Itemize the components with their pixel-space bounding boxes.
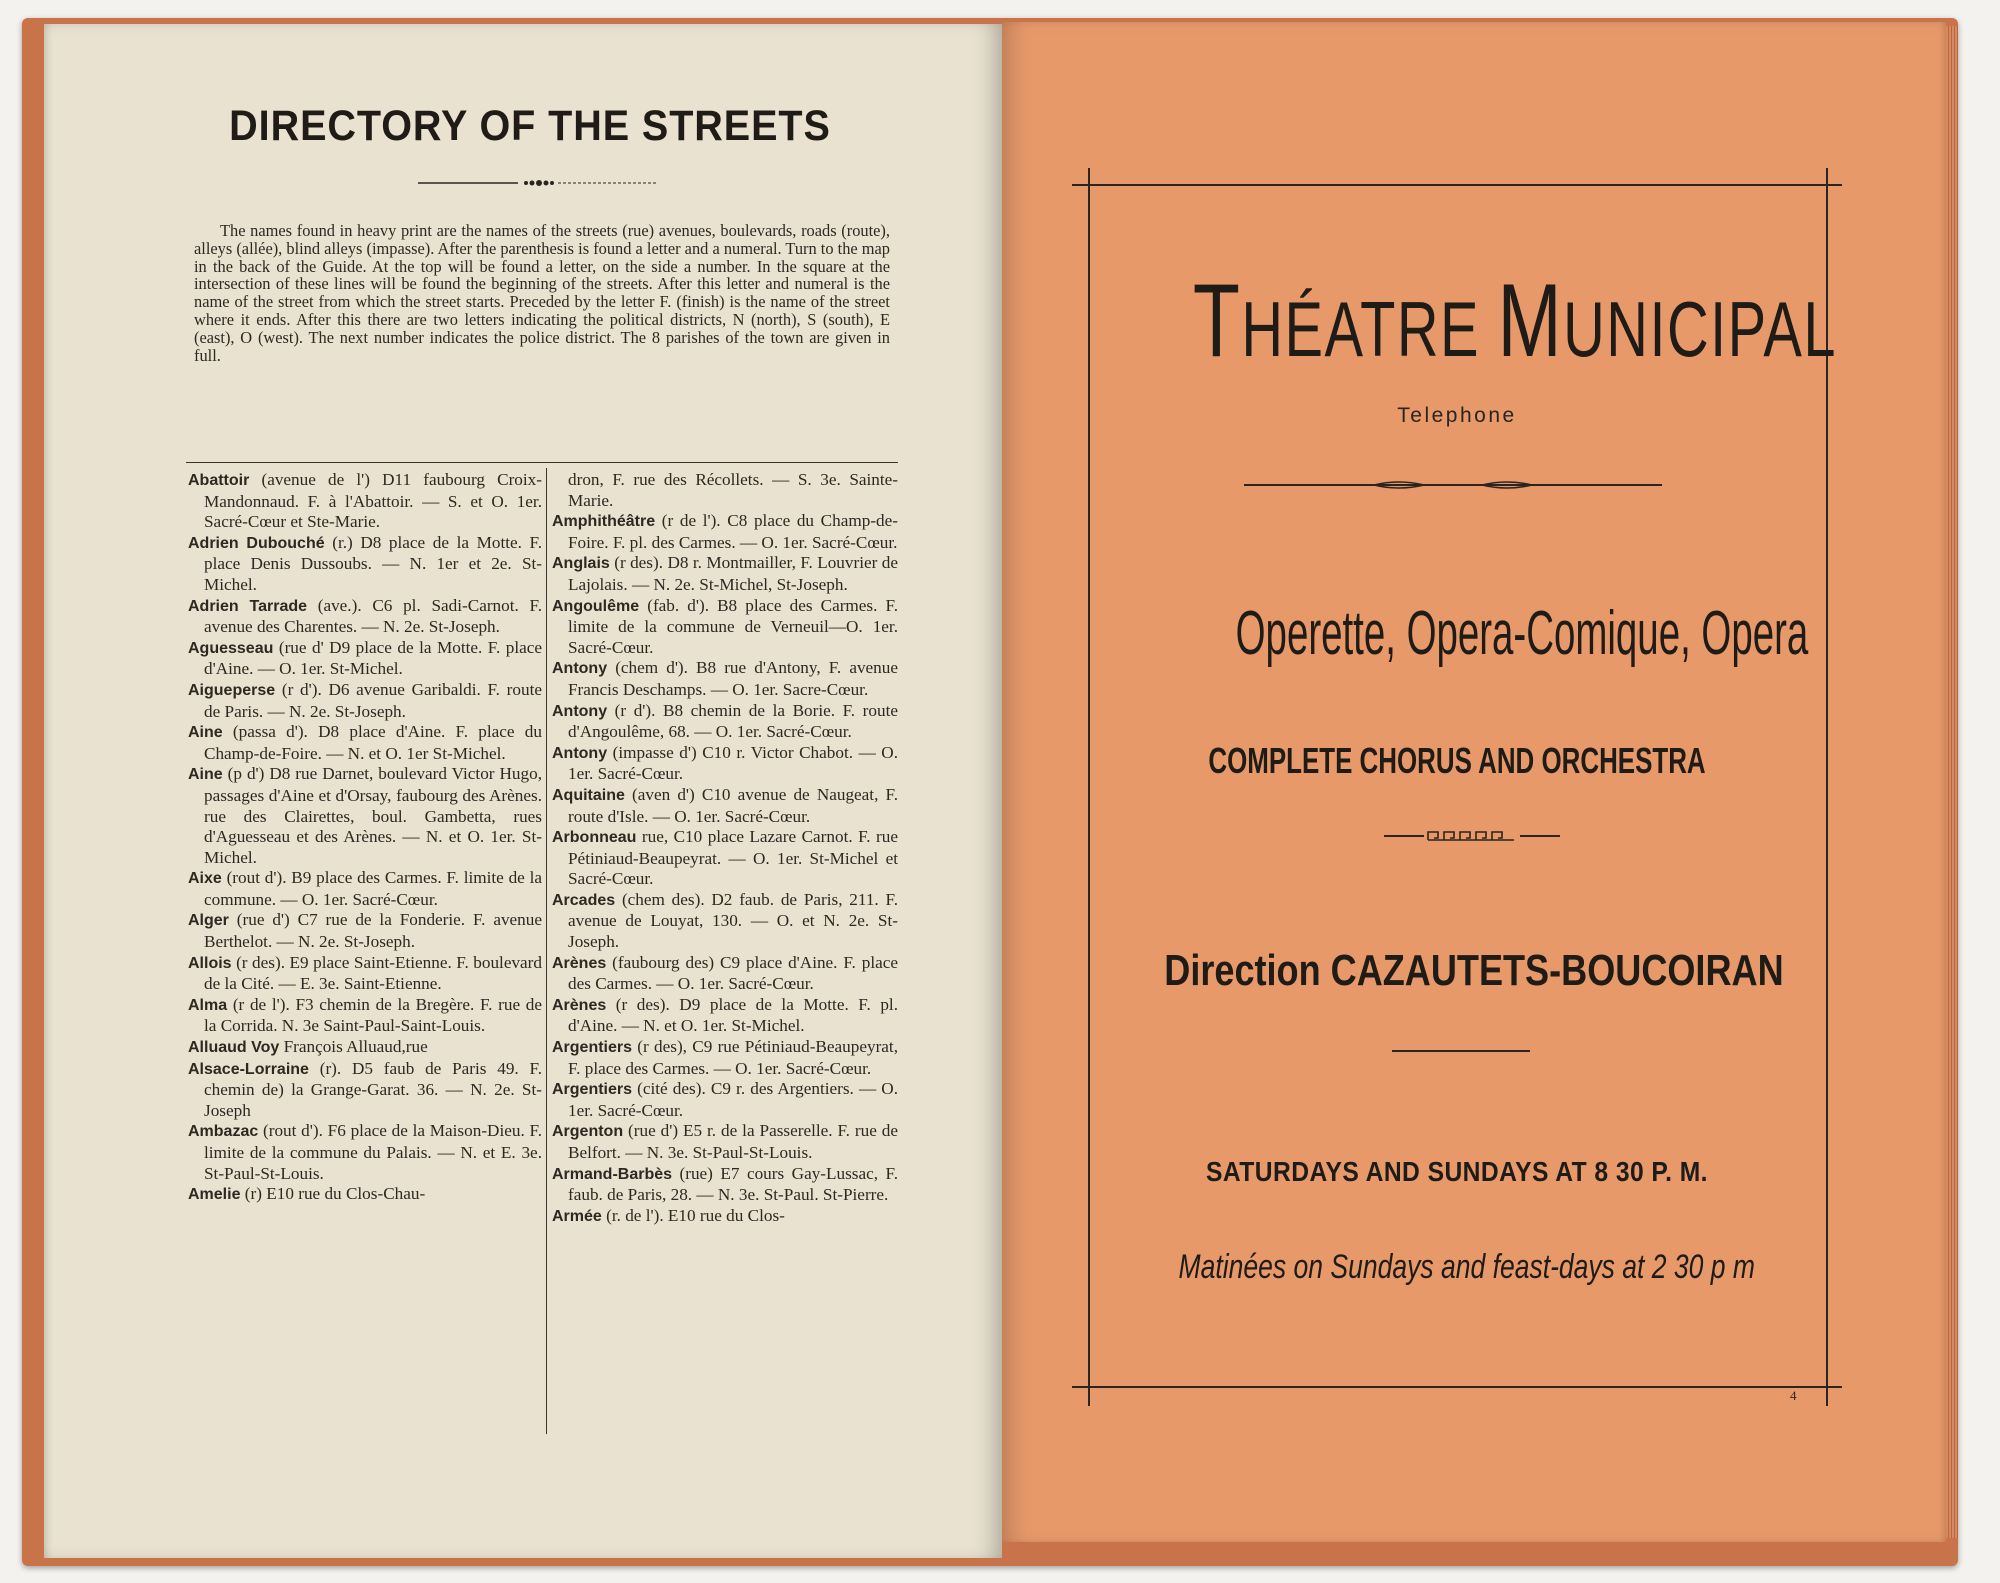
street-name: Allois (188, 954, 232, 972)
frame-border-bottom (1072, 1386, 1842, 1388)
column-divider (546, 468, 547, 1434)
street-details: (cité des). C9 r. des Argentiers. — O. 1er. Sacré-Cœur. (568, 1079, 898, 1120)
street-name: Antony (552, 744, 608, 762)
direction-heading: Direction CAZAUTETS-BOUCOIRAN (1164, 946, 1784, 995)
street-name: Armée (552, 1207, 602, 1225)
street-name: Aigueperse (188, 681, 276, 699)
street-entry (188, 596, 542, 638)
street-details: (chem d'). B8 rue d'Antony, F. avenue Francis Deschamps. — O. 1er. Sacre-Cœur. (568, 658, 898, 699)
street-name: Alluaud Voy (188, 1039, 280, 1057)
street-name: Adrien Tarrade (188, 597, 308, 615)
street-entry (552, 658, 898, 700)
street-name: Aquitaine (552, 786, 625, 804)
street-details: (r de l'). F3 chemin de la Bregère. F. rue de la Corrida. N. 3e Saint-Paul-Saint-Louis. (204, 994, 542, 1036)
directory-intro: The names found in heavy print are the names of the streets (rue) avenues, boulevards, roads (route), alleys (allée), blind alleys (impasse). After the parenthesis is found a letter and a numeral. Turn to the map in the back of the Guide. At the top will be found a letter, on the side a number. In the square at the intersection of these lines will be found the beginning of the streets. After this letter and numeral is the name of the street from which the street starts. Preceded by the letter F. (finish) is the name of the street where it ends. After this there are two letters indicating the political districts, N (north), S (south), E (east), O (west). The next number indicates the police district. The 8 parishes of the town are given in full. (194, 221, 890, 365)
street-name: Adrien Dubouché (188, 534, 325, 552)
street-entry (188, 680, 542, 722)
street-details: (r des). E9 place Saint-Etienne. F. boulevard de la Cité. — E. 3e. Saint-Etienne. (204, 952, 542, 994)
street-entry (552, 1164, 898, 1206)
street-entry (188, 764, 542, 868)
street-entry (552, 785, 898, 827)
street-details: (r d'). B8 chemin de la Borie. F. route d'Angoulême, 68. — O. 1er. Sacré-Cœur. (568, 700, 898, 742)
street-details: (r des), C9 rue Pétiniaud-Beaupeyrat, F. place des Carmes. — O. 1er. Sacré-Cœur. (568, 1037, 898, 1078)
street-details: (r). D5 faub de Paris 49. F. chemin de) la Grange-Garat. 36. — N. 2e. St-Joseph (204, 1058, 542, 1120)
street-name: Anglais (552, 555, 610, 573)
street-name: Aine (188, 724, 223, 742)
street-details: (chem des). D2 faub. de Paris, 211. F. avenue de Louyat, 130. — O. et N. 2e. St-Joseph. (568, 889, 898, 952)
greek-key-ornament (1384, 828, 1560, 844)
street-details: (rue d') C7 rue de la Fonderie. F. avenue Berthelot. — N. 2e. St-Joseph. (204, 910, 542, 952)
chorus-heading: COMPLETE CHORUS AND ORCHESTRA (1208, 740, 1706, 781)
street-entry (552, 1037, 898, 1079)
street-entry (552, 890, 898, 953)
street-entry (188, 910, 542, 952)
street-details: (rue d') E5 r. de la Passerelle. F. rue de Belfort. — N. 3e. St-Paul-St-Louis. (568, 1121, 898, 1162)
street-name: Amelie (188, 1186, 241, 1204)
street-details: (fab. d'). B8 place des Carmes. F. limite de la commune de Verneuil—O. 1er. Sacré-Cœur. (568, 595, 898, 657)
ornament-rule (1244, 478, 1662, 492)
street-name: Abattoir (188, 472, 250, 489)
street-details: (r des). D9 place de la Motte. F. pl. d'Aine. — N. et O. 1er. St-Michel. (568, 994, 898, 1036)
street-details: (r d'). D6 avenue Garibaldi. F. route de Paris. — N. 2e. St-Joseph. (204, 679, 542, 721)
street-entry (188, 1184, 542, 1206)
street-name: Aine (188, 766, 223, 784)
short-rule (1392, 1050, 1530, 1052)
street-entry (552, 953, 898, 995)
page-edges (1946, 26, 1958, 1538)
street-details: (rout d'). F6 place de la Maison-Dieu. F. limite de la commune du Palais. — N. et E. 3e. St-Paul-St-Louis. (204, 1121, 542, 1183)
theatre-title: THÉATRE MUNICIPAL (1192, 263, 1837, 379)
street-entry (552, 511, 898, 553)
street-details: (rue d' D9 place de la Motte. F. place d'Aine. — O. 1er. St-Michel. (204, 637, 542, 679)
street-details: (r) E10 rue du Clos-Chau- (240, 1184, 426, 1204)
street-entry (188, 722, 542, 764)
street-details: (r des). D8 r. Montmailler, F. Louvrier de Lajolais. — N. 2e. St-Michel, St-Joseph. (568, 553, 898, 594)
entry-continuation: dron, F. rue des Récollets. — S. 3e. Sainte-Marie. (568, 470, 898, 510)
street-name: Argentiers (552, 1039, 633, 1057)
street-entry (552, 701, 898, 743)
street-entry (552, 1079, 898, 1121)
matinees-text: Matinées on Sundays and feast-days at 2 30 p m (1178, 1248, 1755, 1286)
street-name: Antony (552, 660, 608, 678)
schedule-text: SATURDAYS AND SUNDAYS AT 8 30 P. M. (1206, 1156, 1708, 1187)
street-name: Alma (188, 996, 228, 1014)
street-name: Amphithéâtre (552, 513, 656, 531)
street-name: Arènes (552, 996, 607, 1014)
street-details: François Alluaud,rue (279, 1037, 428, 1057)
title-ornament (418, 178, 658, 188)
street-column-left (188, 470, 542, 1206)
page-number: 4 (1790, 1388, 1797, 1403)
street-column-right (552, 470, 898, 1227)
street-entry (188, 638, 542, 680)
street-details: rue, C10 place Lazare Carnot. F. rue Pétiniaud-Beaupeyrat. — O. 1er. St-Michel et Sacré-Cœur. (568, 827, 898, 889)
street-entry (188, 533, 542, 596)
street-entry (552, 743, 898, 785)
street-name: Alsace-Lorraine (188, 1060, 309, 1078)
street-name: Argentiers (552, 1081, 633, 1099)
street-entry (552, 1121, 898, 1163)
telephone-label: Telephone (1397, 404, 1517, 427)
street-details: (r. de l'). E10 rue du Clos- (601, 1205, 785, 1225)
street-details: (impasse d') C10 r. Victor Chabot. — O. 1er. Sacré-Cœur. (568, 742, 898, 784)
street-entry (552, 553, 898, 595)
street-name: Arcades (552, 891, 616, 909)
street-details: (rue) E7 cours Gay-Lussac, F. faub. de Paris, 28. — N. 3e. St-Paul. St-Pierre. (568, 1163, 898, 1205)
right-page (1002, 22, 1946, 1542)
street-details: (ave.). C6 pl. Sadi-Carnot. F. avenue des Charentes. — N. 2e. St-Joseph. (204, 595, 542, 637)
street-name: Argenton (552, 1123, 624, 1141)
genres-heading: Operette, Opera-Comique, Opera (1235, 599, 1809, 668)
street-entry (188, 995, 542, 1037)
street-entry (552, 596, 898, 659)
street-entry (188, 868, 542, 910)
street-name: Aguesseau (188, 639, 274, 657)
street-name: Armand-Barbès (552, 1165, 673, 1183)
divider (186, 462, 898, 463)
street-details: (r de l'). C8 place du Champ-de-Foire. F. pl. des Carmes. — O. 1er. Sacré-Cœur. (568, 511, 898, 552)
street-entry (188, 1037, 542, 1059)
street-details: (faubourg des) C9 place d'Aine. F. place des Carmes. — O. 1er. Sacré-Cœur. (568, 952, 898, 994)
street-entry (552, 1206, 898, 1228)
street-entry (552, 827, 898, 890)
street-details: (r.) D8 place de la Motte. F. place Denis Dussoubs. — N. 1er et 2e. St-Michel. (204, 532, 542, 594)
street-details: (passa d'). D8 place d'Aine. F. place du Champ-de-Foire. — N. et O. 1er St-Michel. (204, 722, 542, 763)
street-name: Ambazac (188, 1123, 259, 1141)
frame-border-top (1072, 184, 1842, 186)
street-name: Aixe (188, 870, 222, 888)
street-details: (avenue de l') D11 faubourg Croix-Mandonnaud. F. à l'Abattoir. — S. et O. 1er. Sacré-Cœur et Ste-Marie. (204, 470, 542, 532)
street-entry (188, 1059, 542, 1122)
street-entry (188, 1121, 542, 1184)
street-name: Alger (188, 912, 229, 930)
street-entry (552, 995, 898, 1037)
street-name: Angoulême (552, 597, 640, 615)
street-name: Arènes (552, 954, 607, 972)
frame-border-left (1088, 168, 1090, 1406)
street-name: Antony (552, 702, 608, 720)
street-name: Arbonneau (552, 829, 637, 847)
directory-title: DIRECTORY OF THE STREETS (229, 102, 831, 150)
street-entry (188, 470, 542, 533)
street-details: (aven d') C10 avenue de Naugeat, F. route d'Isle. — O. 1er. Sacré-Cœur. (568, 784, 898, 826)
street-details: (p d') D8 rue Darnet, boulevard Victor Hugo, passages d'Aine et d'Orsay, faubourg des Arènes. rue des Clairettes, boul. Gambetta, rues d'Aguesseau et des Arènes. — N. et O. 1er. St-Michel. (204, 764, 542, 867)
street-details: (rout d'). B9 place des Carmes. F. limite de la commune. — O. 1er. Sacré-Cœur. (204, 868, 542, 909)
street-entry (188, 953, 542, 995)
